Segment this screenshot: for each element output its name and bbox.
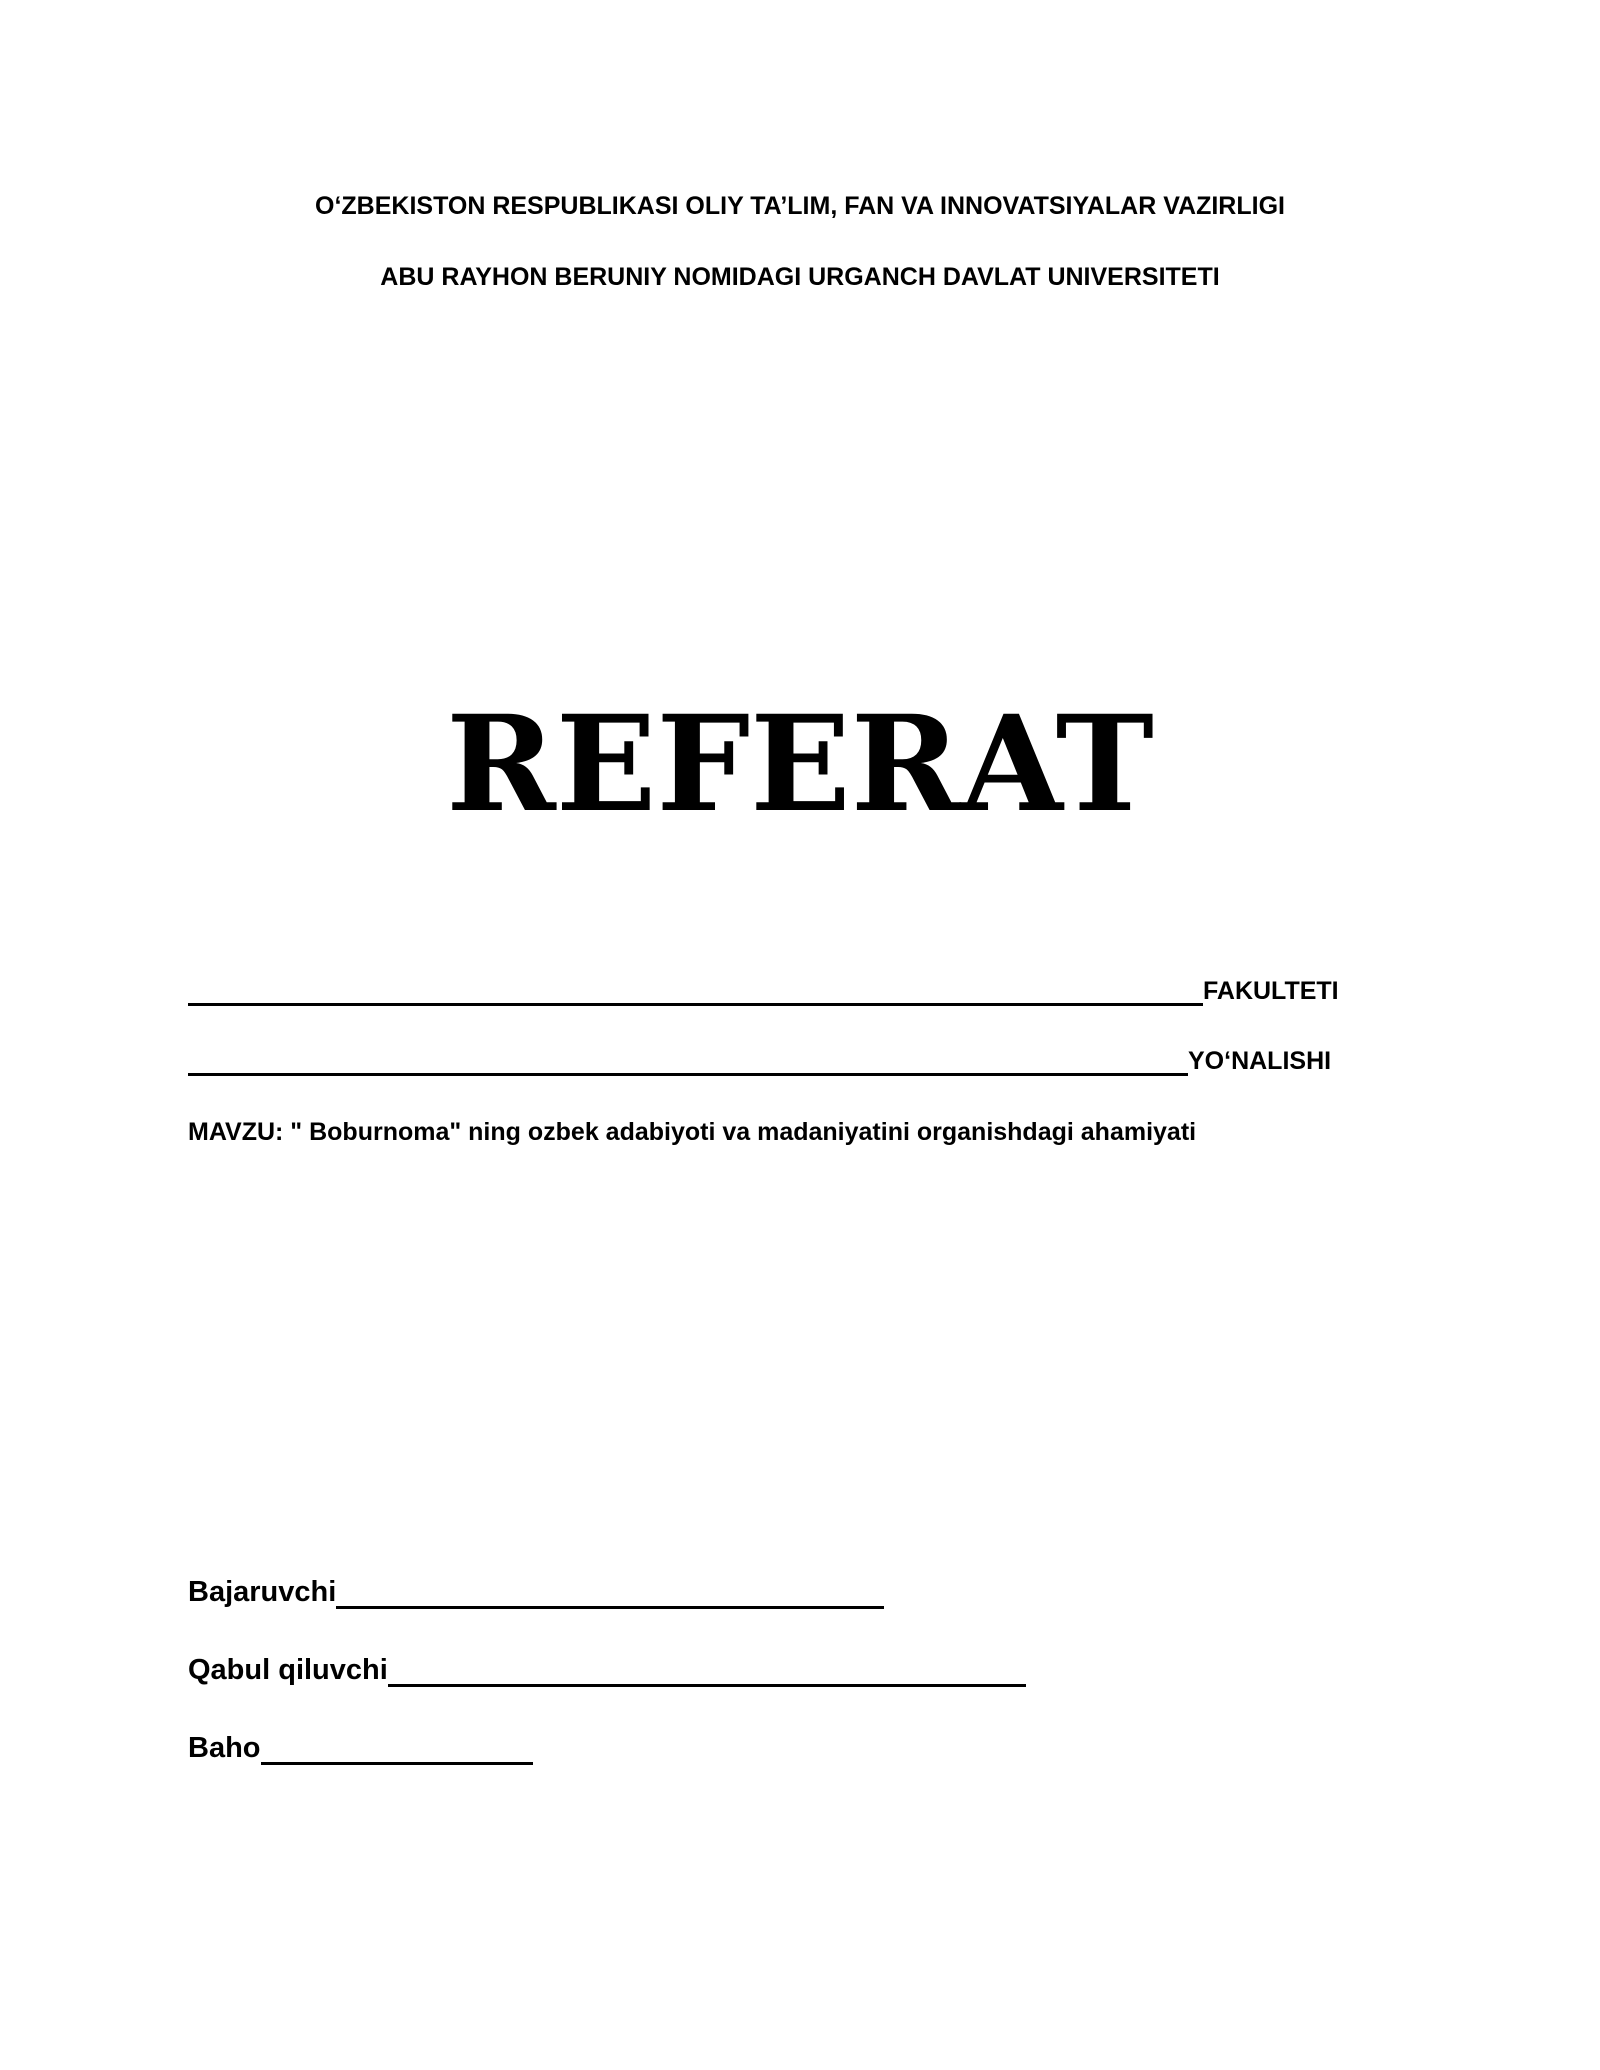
performer-label: Bajaruvchi (188, 1576, 337, 1608)
direction-field (188, 1045, 1331, 1076)
performer-blank-line (336, 1574, 884, 1609)
receiver-field (188, 1652, 1026, 1687)
ministry-heading: O‘ZBEKISTON RESPUBLIKASI OLIY TA’LIM, FAN VA INNOVATSIYALAR VAZIRLIGI (315, 192, 1285, 220)
direction-label: YO‘NALISHI (1188, 1047, 1332, 1075)
performer-field (188, 1574, 884, 1609)
grade-blank-line (261, 1730, 533, 1765)
document-title: REFERAT (446, 687, 1154, 842)
university-heading: ABU RAYHON BERUNIY NOMIDAGI URGANCH DAVLAT UNIVERSITETI (380, 263, 1220, 291)
direction-blank-line (188, 1045, 1188, 1076)
receiver-blank-line (388, 1652, 1026, 1687)
grade-label: Baho (188, 1732, 261, 1764)
faculty-field (188, 975, 1339, 1006)
faculty-label: FAKULTETI (1203, 977, 1339, 1005)
receiver-label: Qabul qiluvchi (188, 1654, 388, 1686)
topic-line: MAVZU: " Boburnoma" ning ozbek adabiyoti va madaniyatini organishdagi ahamiyati (188, 1118, 1197, 1146)
faculty-blank-line (188, 975, 1203, 1006)
grade-field (188, 1730, 533, 1765)
